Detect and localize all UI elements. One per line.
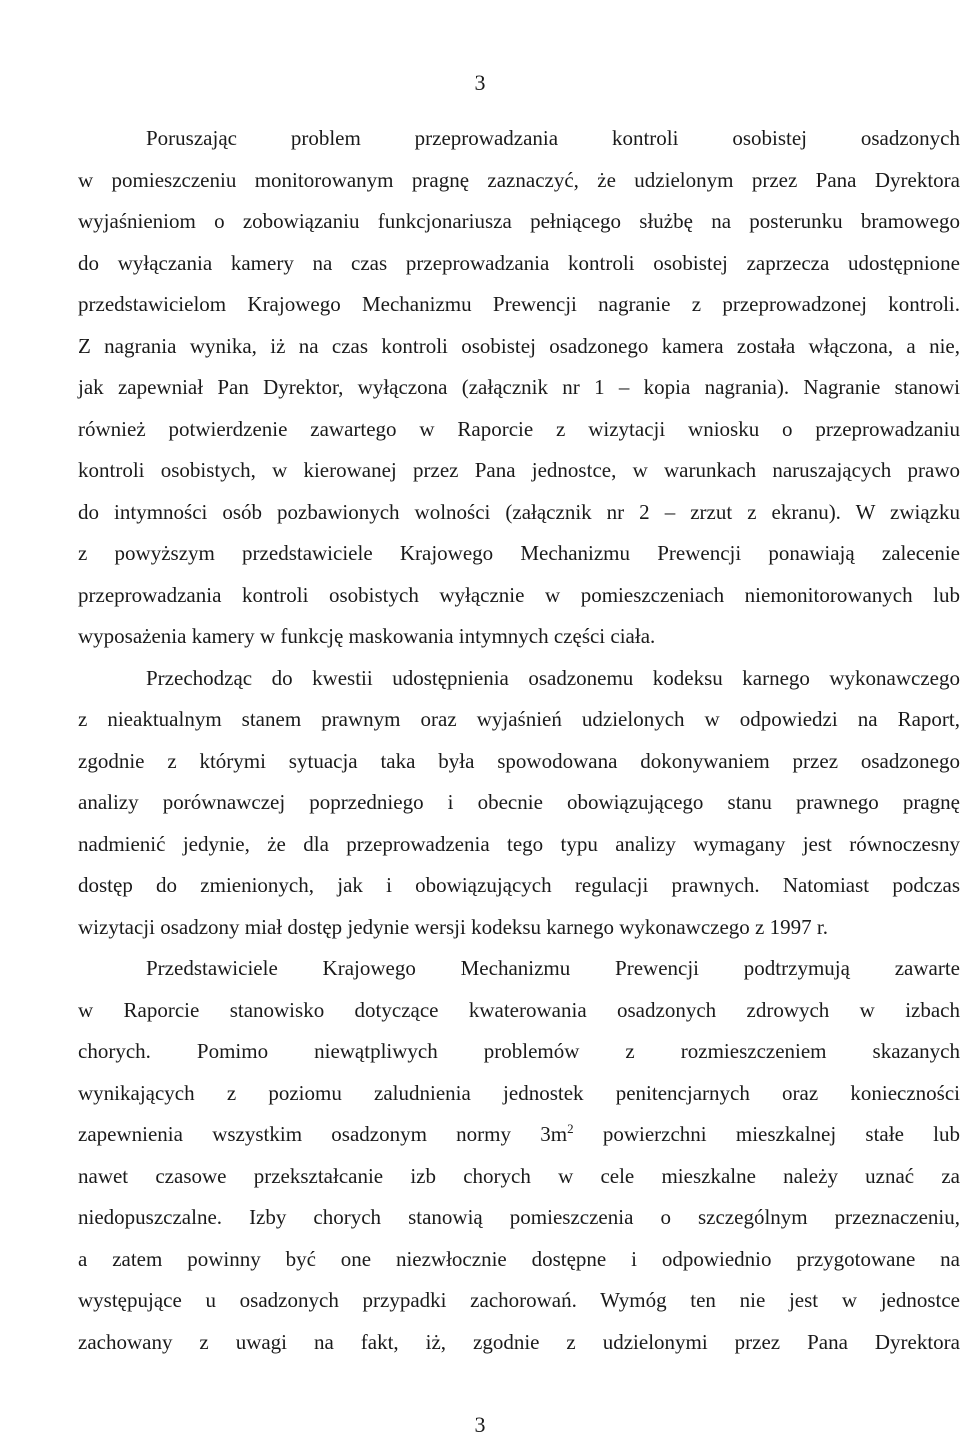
text-line — [78, 326, 960, 368]
text-line-content: niedopuszczalne. Izby chorych stanowią pomieszczenia o szczególnym przeznaczeniu, — [78, 1205, 960, 1229]
text-line — [78, 1280, 960, 1322]
text-line — [78, 243, 960, 285]
text-line-content: chorych. Pomimo niewątpliwych problemów z rozmieszczeniem skazanych — [78, 1039, 960, 1063]
text-line — [78, 1031, 960, 1073]
text-line-content: wyjaśnieniom o zobowiązaniu funkcjonariusza pełniącego służbę na posterunku bramowego — [78, 209, 960, 233]
text-line — [78, 1114, 960, 1156]
text-line — [78, 616, 960, 658]
page-number-bottom: 3 — [474, 1412, 486, 1437]
text-line-content: wizytacji osadzony miał dostęp jedynie wersji kodeksu karnego wykonawczego z 1997 r. — [78, 914, 828, 939]
text-line — [78, 201, 960, 243]
text-line-content: jak zapewniał Pan Dyrektor, wyłączona (załącznik nr 1 – kopia nagrania). Nagranie stanowi — [78, 375, 960, 399]
text-line — [78, 409, 960, 451]
text-line-content: analizy porównawczej poprzedniego i obecnie obowiązującego stanu prawnego pragnę — [78, 790, 960, 814]
superscript: 2 — [567, 1121, 574, 1136]
text-line — [78, 367, 960, 409]
text-line-content: powierzchni mieszkalnej stałe lub — [573, 1122, 960, 1146]
text-line — [78, 492, 960, 534]
text-line-content: kontroli osobistych, w kierowanej przez Pana jednostce, w warunkach naruszających prawo — [78, 458, 960, 482]
text-line-content: nawet czasowe przekształcanie izb chorych w cele mieszkalne należy uznać za — [78, 1163, 960, 1188]
text-line-content: Poruszając problem przeprowadzania kontroli osobistej osadzonych — [146, 126, 960, 150]
text-line-content: do intymności osób pozbawionych wolności (załącznik nr 2 – zrzut z ekranu). W związku — [78, 499, 960, 524]
text-line — [78, 990, 960, 1032]
text-line — [78, 1197, 960, 1239]
text-line — [78, 658, 960, 700]
text-line-content: występujące u osadzonych przypadki zachorowań. Wymóg ten nie jest w jednostce — [78, 1288, 960, 1312]
text-line — [78, 533, 960, 575]
text-line-content: wynikających z poziomu zaludnienia jednostek penitencjarnych oraz konieczności — [78, 1080, 960, 1105]
text-line-content: przeprowadzania kontroli osobistych wyłącznie w pomieszczeniach niemonitorowanych lub — [78, 582, 960, 607]
text-line — [78, 948, 960, 990]
text-line — [78, 284, 960, 326]
text-line-content: w Raporcie stanowisko dotyczące kwaterowania osadzonych zdrowych w izbach — [78, 997, 960, 1022]
text-line — [78, 741, 960, 783]
text-line — [78, 699, 960, 741]
text-line-content: przedstawicielom Krajowego Mechanizmu Prewencji nagranie z przeprowadzonej kontroli. — [78, 292, 960, 316]
text-line-content: do wyłączania kamery na czas przeprowadzania kontroli osobistej zaprzecza udostępnione — [78, 250, 960, 275]
text-line — [78, 865, 960, 907]
text-line-content: dostęp do zmienionych, jak i obowiązujących regulacji prawnych. Natomiast podczas — [78, 873, 960, 897]
text-line — [78, 907, 960, 949]
text-line-content: Przedstawiciele Krajowego Mechanizmu Prewencji podtrzymują zawarte — [146, 956, 960, 980]
text-line — [78, 824, 960, 866]
text-line-content: zgodnie z którymi sytuacja taka była spowodowana dokonywaniem przez osadzonego — [78, 748, 960, 773]
text-line — [78, 782, 960, 824]
text-line-content: w pomieszczeniu monitorowanym pragnę zaznaczyć, że udzielonym przez Pana Dyrektora — [78, 167, 960, 192]
text-line — [78, 575, 960, 617]
text-line — [78, 160, 960, 202]
page-number-top: 3 — [474, 70, 486, 95]
text-line — [78, 1156, 960, 1198]
text-line — [78, 450, 960, 492]
text-line-content: również potwierdzenie zawartego w Raporcie z wizytacji wniosku o przeprowadzaniu — [78, 416, 960, 441]
text-line — [78, 1239, 960, 1281]
text-line-content: wyposażenia kamery w funkcję maskowania intymnych części ciała. — [78, 624, 656, 648]
text-line-content: z nieaktualnym stanem prawnym oraz wyjaśnień udzielonych w odpowiedzi na Raport, — [78, 707, 960, 731]
text-line — [78, 1073, 960, 1115]
text-line — [78, 118, 960, 160]
text-line-content: a zatem powinny być one niezwłocznie dostępne i odpowiednio przygotowane na — [78, 1246, 960, 1271]
letter-body — [78, 118, 960, 1363]
text-line-content: Przechodząc do kwestii udostępnienia osadzonemu kodeksu karnego wykonawczego — [146, 665, 960, 690]
text-line — [78, 1322, 960, 1364]
text-line-content: nadmienić jedynie, że dla przeprowadzenia tego typu analizy wymagany jest równoczesny — [78, 831, 960, 856]
text-line-content: zachowany z uwagi na fakt, iż, zgodnie z udzielonymi przez Pana Dyrektora — [78, 1329, 960, 1354]
text-line-content: zapewnienia wszystkim osadzonym normy 3m — [78, 1122, 568, 1146]
text-line-content: Z nagrania wynika, iż na czas kontroli osobistej osadzonego kamera została włączona, a nie, — [78, 333, 960, 358]
text-line-content: z powyższym przedstawiciele Krajowego Mechanizmu Prewencji ponawiają zalecenie — [78, 541, 960, 565]
